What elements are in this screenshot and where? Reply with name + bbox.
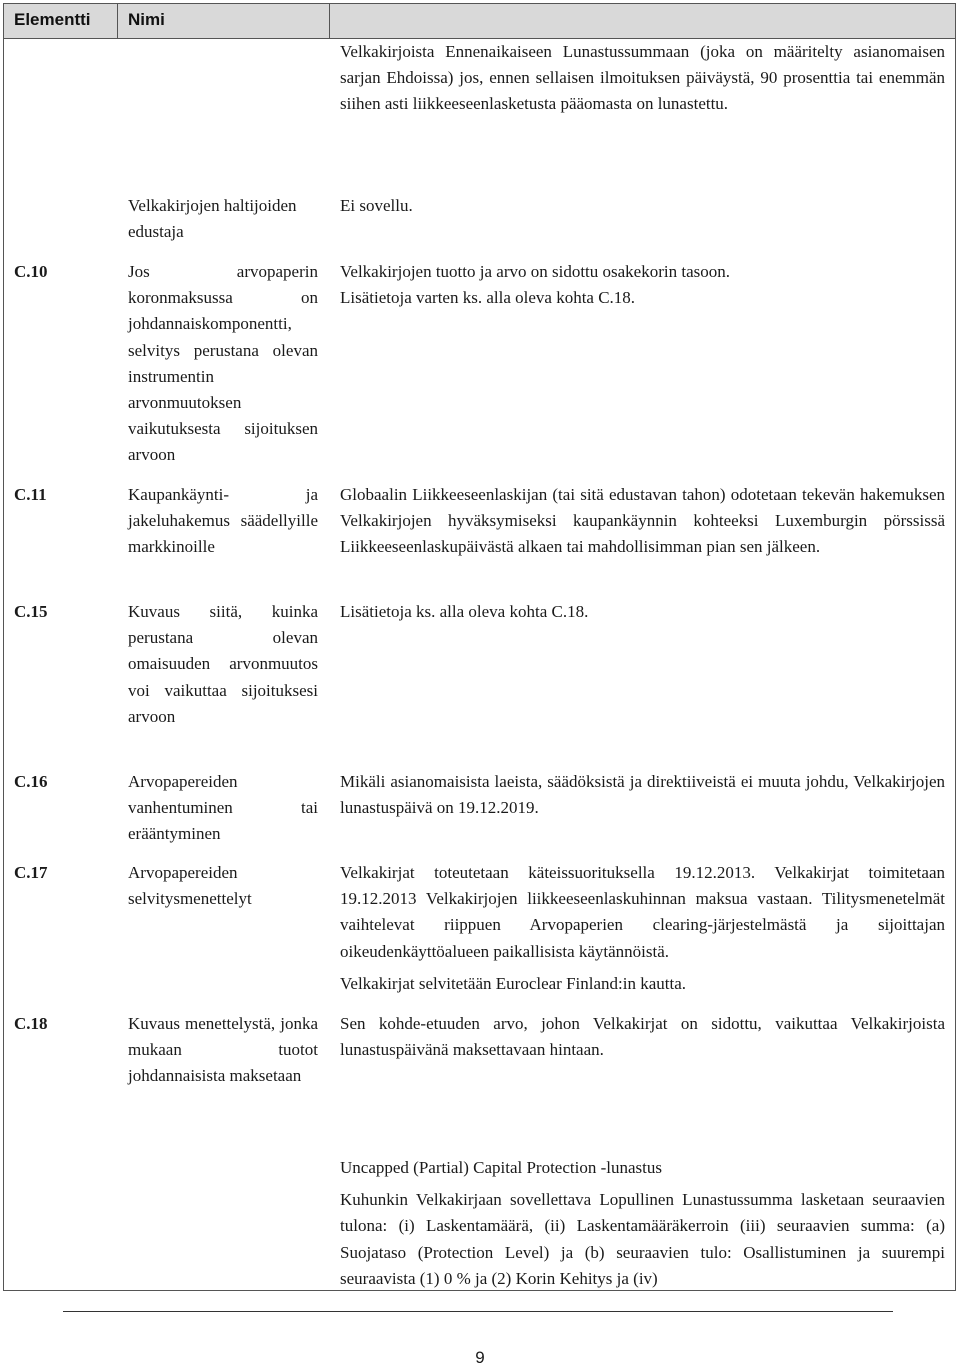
content-paragraph: Velkakirjat selvitetään Euroclear Finland:in kautta. [340, 973, 687, 993]
element-id: C.15 [14, 602, 48, 621]
content-paragraph: Mikäli asianomaisista laeista, säädöksistä ja direktiiveistä ei muuta johdu, Velkakirjojen lunastuspäivä on 19.12.2019. [340, 772, 945, 818]
header-divider [329, 4, 330, 38]
content-paragraph: Sen kohde-etuuden arvo, johon Velkakirjat on sidottu, vaikuttaa Velkakirjoista lunastuspäivänä maksettavaan hintaan. [340, 1014, 945, 1060]
element-content [340, 599, 945, 625]
element-content [340, 259, 945, 311]
footer-divider [63, 1311, 893, 1312]
content-paragraph: Velkakirjoista Ennenaikaiseen Lunastussummaan (joka on määritelty asianomaisen sarjan Ehdoissa) jos, ennen sellaisen ilmoituksen päiväystä, 90 prosenttia tai enemmän siihen asti liikkeeseenlasketusta pääomasta on lunastettu. [340, 42, 945, 114]
page-number: 9 [475, 1348, 485, 1367]
element-id: C.17 [14, 863, 48, 882]
element-name: Velkakirjojen haltijoiden edustaja [128, 196, 297, 242]
element-name: Jos arvopaperin koronmaksussa on johdannaiskomponentti, selvitys perustana olevan instrumentin arvonmuutoksen vaikutuksesta sijoituksen arvoon [128, 262, 318, 465]
element-content [340, 769, 945, 821]
element-content [340, 1011, 945, 1063]
content-paragraph: Lisätietoja ks. alla oleva kohta C.18. [340, 602, 589, 621]
element-content [340, 1155, 945, 1292]
element-id: C.10 [14, 262, 48, 281]
content-paragraph: Globaalin Liikkeeseenlaskijan (tai sitä edustavan tahon) odotetaan tekevän hakemuksen Velkakirjojen hyväksymiseksi kaupankäynnin kohteeksi Luxemburgin pörssissä Liikkeeseenlaskupäivästä alkaen tai mahdollisimman pian sen jälkeen. [340, 485, 945, 557]
element-content [340, 860, 945, 997]
element-name: Arvopapereiden vanhentuminen tai erääntyminen [128, 772, 318, 844]
content-paragraph: Kuhunkin Velkakirjaan sovellettava Lopullinen Lunastussumma lasketaan seuraavien tulona: (i) Laskentamäärä, (ii) Laskentamääräkerroin (iii) seuraavien summa: (a) Suojataso (Protection Level) ja (b) seuraavien tulo: Osallistuminen ja suurempi seuraavista (1) 0 % ja (2) Korin Kehitys ja (iv) [340, 1190, 945, 1288]
element-id: C.11 [14, 485, 47, 504]
element-name: Arvopapereiden selvitysmenettelyt [128, 863, 252, 909]
element-name: Kuvaus siitä, kuinka perustana olevan omaisuuden arvonmuutos voi vaikuttaa sijoituksesi arvoon [128, 602, 318, 726]
element-id: C.16 [14, 772, 48, 791]
content-paragraph: Lisätietoja varten ks. alla oleva kohta C.18. [340, 288, 636, 308]
summary-table [3, 3, 956, 1291]
element-content [340, 193, 945, 219]
content-paragraph: Ei sovellu. [340, 196, 413, 215]
content-paragraph: Velkakirjat toteutetaan käteissuorituksella 19.12.2013. Velkakirjat toimitetaan 19.12.2013 Velkakirjojen liikkeeseenlaskuhinnan maksua vastaan. Tilitysmenetelmät vaihtelevat riippuen Arvopaperien clearing-järjestelmästä ja sijoittajan oikeudenkäyttöalueen paikallisista käytännöistä. [340, 863, 945, 961]
element-name: Kuvaus menettelystä, jonka mukaan tuotot johdannaisista maksetaan [128, 1014, 318, 1086]
element-content [340, 482, 945, 561]
table-header [4, 4, 955, 39]
content-paragraph: Uncapped (Partial) Capital Protection -lunastus [340, 1158, 662, 1177]
header-elementti: Elementti [14, 10, 91, 29]
element-id: C.18 [14, 1014, 48, 1033]
element-name: Kaupankäynti- ja jakeluhakemus säädellyille markkinoille [128, 485, 318, 557]
header-nimi: Nimi [128, 10, 165, 29]
header-divider [117, 4, 118, 38]
content-paragraph: Velkakirjojen tuotto ja arvo on sidottu osakekorin tasoon. [340, 262, 730, 281]
element-content [340, 39, 945, 118]
